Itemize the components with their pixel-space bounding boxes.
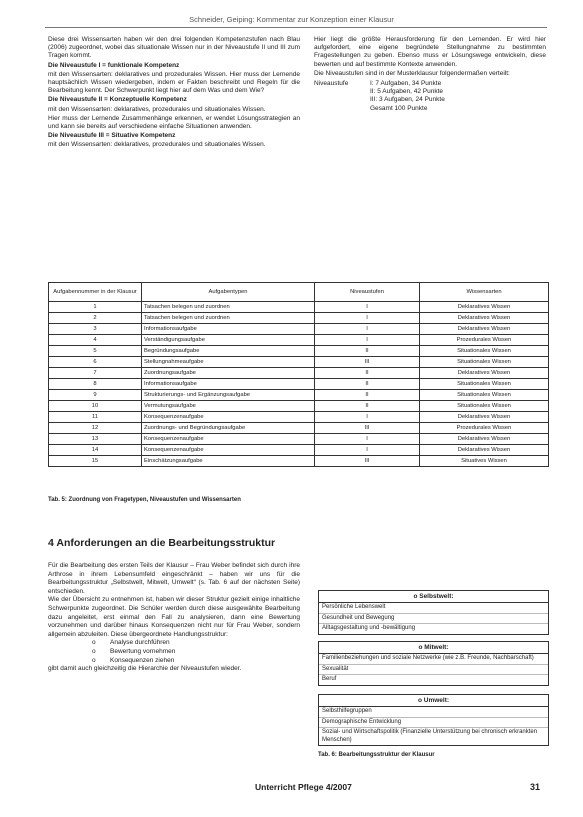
box-item: Persönliche Lebenswelt — [319, 603, 548, 614]
table-row — [49, 456, 549, 467]
level-row — [314, 88, 546, 96]
cell-task-type: Konsequenzenaufgabe — [142, 445, 315, 456]
box-title: Umwelt: — [423, 697, 450, 704]
cell-level: I — [315, 434, 420, 445]
cell-task-type: Verständigungsaufgabe — [142, 335, 315, 346]
cell-task-number: 7 — [49, 368, 142, 379]
box-title: Mitwelt: — [424, 644, 449, 651]
left-column — [48, 36, 300, 151]
structure-box-selbstwelt — [318, 590, 549, 635]
cell-task-number: 6 — [49, 357, 142, 368]
box-item: Sexualität — [319, 665, 548, 676]
box-item: Sozial- und Wirtschaftspolitik (Finanzielle Unterstützung bei chronisch erkrankten Menschen) — [322, 729, 538, 743]
paragraph: Für die Bearbeitung des ersten Teils der Klausur – Frau Weber befindet sich durch ihre Arthrose in ihrem Lebensumfeld eingeschränkt – haben wir uns für die Bearbeitungsstruktur „Selbstwelt, Mitwelt, Umwelt“ (s. Tab. 6 auf der nächsten Seite) entschieden. — [48, 562, 300, 595]
cell-task-type: Informationsaufgabe — [142, 324, 315, 335]
box-item: Demographische Entwicklung — [319, 718, 548, 729]
level-row — [314, 96, 546, 104]
table-row — [49, 423, 549, 434]
cell-level: II — [315, 379, 420, 390]
list-item-label: Konsequenzen ziehen — [110, 656, 175, 664]
cell-level: III — [315, 456, 420, 467]
table-row — [49, 412, 549, 423]
cell-knowledge-type: Deklaratives Wissen — [420, 368, 549, 379]
level-key — [314, 96, 370, 104]
cell-level: III — [315, 423, 420, 434]
col-header-knowledge-types: Wissensarten — [420, 283, 549, 302]
paragraph: gibt damit auch gleichzeitig die Hierarchie der Niveaustufen wieder. — [48, 665, 242, 673]
subheading: Die Niveaustufe II = Konzeptuelle Kompetenz — [48, 96, 187, 104]
cell-knowledge-type: Situationales Wissen — [420, 390, 549, 401]
bullet-icon: o — [418, 644, 425, 651]
cell-task-type: Tatsachen belegen und zuordnen — [142, 313, 315, 324]
cell-level: I — [315, 445, 420, 456]
cell-task-number: 5 — [49, 346, 142, 357]
table-row — [49, 434, 549, 445]
level-value: III: 3 Aufgaben, 24 Punkte — [370, 96, 445, 104]
cell-task-number: 3 — [49, 324, 142, 335]
cell-level: I — [315, 302, 420, 313]
table-body — [49, 302, 549, 467]
running-header: Schneider, Geiping: Kommentar zur Konzeption einer Klausur — [189, 15, 394, 24]
paragraph: Wie der Übersicht zu entnehmen ist, haben wir dieser Struktur gezielt einige inhaltliche Schwerpunkte zugeordnet. Die Schüler werden durch diese ausgewählte Bearbeitung dazu angeleitet, erst einmal den Fall zu analysieren, dann eine Bewertung vorzunehmen und darüber hinaus Konsequenzen nicht nur für Frau Weber, sondern allgemein abzuleiten. Diese übergeordnete Handlungsstruktur: — [48, 596, 300, 638]
cell-knowledge-type: Situationales Wissen — [420, 379, 549, 390]
section-body — [48, 562, 300, 674]
cell-knowledge-type: Deklaratives Wissen — [420, 445, 549, 456]
table-row — [49, 379, 549, 390]
boxes-caption: Tab. 6: Bearbeitungsstruktur der Klausur — [318, 752, 435, 758]
box-item: Familienbeziehungen und soziale Netzwerke (wie z.B. Freunde, Nachbarschaft) — [319, 654, 548, 665]
level-key: Niveaustufe — [314, 80, 349, 88]
section-heading: 4 Anforderungen an die Bearbeitungsstruktur — [48, 537, 276, 549]
cell-knowledge-type: Situatives Wissen — [420, 456, 549, 467]
journal-footer: Unterricht Pflege 4/2007 — [255, 782, 352, 792]
cell-knowledge-type: Situationales Wissen — [420, 401, 549, 412]
cell-knowledge-type: Deklaratives Wissen — [420, 412, 549, 423]
table-row — [49, 302, 549, 313]
cell-task-number: 15 — [49, 456, 142, 467]
page-number: 31 — [530, 782, 541, 792]
cell-task-number: 4 — [49, 335, 142, 346]
box-item: Beruf — [322, 676, 337, 682]
cell-level: II — [315, 346, 420, 357]
paragraph: mit den Wissensarten: deklaratives und prozedurales Wissen. Hier muss der Lernende hauptsächlich Wissen wiedergeben, indem er Fakten beschreibt und Regeln für die Bearbeitung kennt. Der Schwerpunkt liegt hier auf dem Was und dem Wie? — [48, 70, 300, 95]
level-distribution — [314, 80, 546, 113]
cell-knowledge-type: Deklaratives Wissen — [420, 434, 549, 445]
level-key — [314, 105, 370, 113]
list-item — [92, 639, 300, 648]
cell-level: I — [315, 313, 420, 324]
cell-knowledge-type: Situationales Wissen — [420, 357, 549, 368]
cell-knowledge-type: Situationales Wissen — [420, 346, 549, 357]
level-key — [314, 88, 370, 96]
paragraph: mit den Wissensarten: deklaratives, prozedurales und situationales Wissen. — [48, 141, 266, 149]
level-row — [314, 80, 546, 88]
table-header-row — [49, 283, 549, 302]
subheading: Die Niveaustufe III = Situative Kompetenz — [48, 132, 176, 140]
paragraph: Hier muss der Lernende Zusammenhänge erkennen, er wendet Lösungsstrategien an und kann sie bereits auf verschiedene einfache Situationen anwenden. — [48, 114, 300, 131]
cell-level: I — [315, 324, 420, 335]
cell-task-type: Vermutungsaufgabe — [142, 401, 315, 412]
cell-task-type: Zuordnungs- und Begründungsaufgabe — [142, 423, 315, 434]
structure-box-umwelt — [318, 694, 549, 746]
list-item — [92, 647, 300, 657]
cell-level: I — [315, 412, 420, 423]
cell-knowledge-type: Prozedurales Wissen — [420, 423, 549, 434]
cell-task-type: Zuordnungsaufgabe — [142, 368, 315, 379]
cell-level: III — [315, 357, 420, 368]
cell-task-type: Begründungsaufgabe — [142, 346, 315, 357]
bullet-icon: o — [92, 647, 96, 655]
box-item: Gesundheit und Bewegung — [319, 614, 548, 625]
list-item — [92, 656, 300, 666]
list-item-label: Bewertung vornehmen — [110, 647, 176, 655]
level-row — [314, 105, 546, 113]
cell-task-number: 1 — [49, 302, 142, 313]
cell-knowledge-type: Prozedurales Wissen — [420, 335, 549, 346]
box-item: Selbsthilfegruppen — [319, 707, 548, 718]
cell-knowledge-type: Deklaratives Wissen — [420, 302, 549, 313]
table-row — [49, 401, 549, 412]
cell-task-type: Einschätzungsaufgabe — [142, 456, 315, 467]
header-rule — [45, 27, 547, 28]
list-item-label: Analyse durchführen — [110, 639, 170, 647]
cell-knowledge-type: Deklaratives Wissen — [420, 324, 549, 335]
cell-task-type: Stellungnahmeaufgabe — [142, 357, 315, 368]
cell-task-number: 2 — [49, 313, 142, 324]
right-column — [314, 36, 546, 113]
level-value: I: 7 Aufgaben, 34 Punkte — [370, 80, 442, 88]
cell-task-number: 10 — [49, 401, 142, 412]
paragraph: Diese drei Wissensarten haben wir den drei folgenden Kompetenzstufen nach Blau (2006) zugeordnet, wobei das situationale Wissen nur in der Niveaustufe II und III zum Tragen kommt. — [48, 36, 300, 60]
cell-task-type: Konsequenzenaufgabe — [142, 434, 315, 445]
cell-task-number: 12 — [49, 423, 142, 434]
cell-level: I — [315, 335, 420, 346]
paragraph: Hier liegt die größte Herausforderung für den Lernenden. Er wird hier aufgefordert, eine eigene begründete Stellungnahme zu bestimmten Fragestellungen zu geben. Ebenso muss er Lösungswege entwickeln, diese bewerten und auf bestimmte Kontexte anwenden. — [314, 36, 546, 68]
col-header-task-number: Aufgabennummer in der Klausur — [49, 283, 142, 302]
action-list — [48, 639, 300, 665]
cell-task-number: 8 — [49, 379, 142, 390]
task-table — [48, 282, 549, 467]
col-header-levels: Niveaustufen — [315, 283, 420, 302]
bullet-icon: o — [92, 656, 96, 664]
cell-level: II — [315, 390, 420, 401]
bullet-icon: o — [417, 697, 424, 704]
bullet-icon: o — [92, 639, 96, 647]
cell-knowledge-type: Deklaratives Wissen — [420, 313, 549, 324]
cell-level: II — [315, 401, 420, 412]
paragraph: Die Niveaustufen sind in der Musterklausur folgendermaßen verteilt: — [314, 69, 510, 77]
cell-task-type: Tatsachen belegen und zuordnen — [142, 302, 315, 313]
level-value: Gesamt 100 Punkte — [370, 104, 428, 112]
table-row — [49, 313, 549, 324]
table-caption: Tab. 5: Zuordnung von Fragetypen, Niveaustufen und Wissensarten — [48, 497, 241, 503]
table-row — [49, 390, 549, 401]
cell-task-type: Informationsaufgabe — [142, 379, 315, 390]
paragraph: mit den Wissensarten: deklaratives, prozedurales und situationales Wissen. — [48, 105, 266, 113]
table-row — [49, 368, 549, 379]
structure-box-mitwelt — [318, 641, 549, 686]
col-header-task-types: Aufgabentypen — [142, 283, 315, 302]
table-row — [49, 445, 549, 456]
cell-task-number: 9 — [49, 390, 142, 401]
subheading: Die Niveaustufe I = funktionale Kompetenz — [48, 61, 180, 69]
cell-task-number: 13 — [49, 434, 142, 445]
cell-task-type: Konsequenzenaufgabe — [142, 412, 315, 423]
table-row — [49, 346, 549, 357]
box-item: Alltagsgestaltung und -bewältigung — [322, 625, 416, 631]
table-row — [49, 357, 549, 368]
table-row — [49, 324, 549, 335]
level-value: II: 5 Aufgaben, 42 Punkte — [370, 88, 444, 96]
bullet-icon: o — [413, 593, 420, 600]
box-title: Selbstwelt: — [419, 593, 454, 600]
cell-level: II — [315, 368, 420, 379]
cell-task-number: 11 — [49, 412, 142, 423]
cell-task-number: 14 — [49, 445, 142, 456]
table-row — [49, 335, 549, 346]
cell-task-type: Strukturierungs- und Ergänzungsaufgabe — [142, 390, 315, 401]
